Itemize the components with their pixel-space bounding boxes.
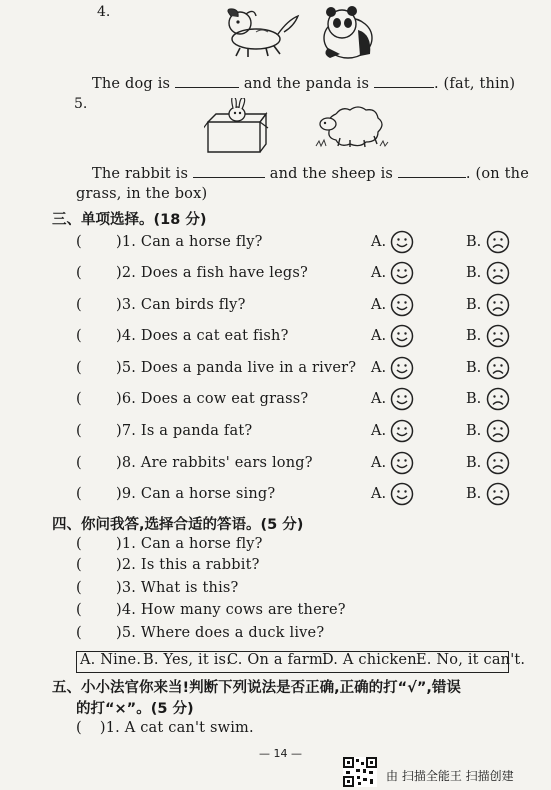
answer-b: B. Yes, it is. <box>143 652 231 668</box>
happy-face-icon[interactable] <box>390 356 414 380</box>
option-b-label: B. <box>466 455 482 471</box>
s3-question-text: )4. Does a cat eat fish? <box>116 328 289 344</box>
q4-number: 4. <box>97 4 111 20</box>
option-b-label: B. <box>466 360 482 376</box>
s3-answer-paren[interactable]: ( <box>76 391 82 407</box>
s3-answer-paren[interactable]: ( <box>76 265 82 281</box>
s5-answer-paren[interactable]: ( <box>76 720 82 736</box>
rabbit-in-box-picture <box>204 98 270 156</box>
s3-question-text: )5. Does a panda live in a river? <box>116 360 357 376</box>
s3-answer-paren[interactable]: ( <box>76 328 82 344</box>
s4-answer-paren[interactable]: ( <box>76 557 82 573</box>
section5-title-line1: 五、小小法官你来当!判断下列说法是否正确,正确的打“√”,错误 <box>52 680 461 696</box>
happy-face-icon[interactable] <box>390 230 414 254</box>
q5-blank-1[interactable] <box>193 163 265 178</box>
s3-question-text: )6. Does a cow eat grass? <box>116 391 309 407</box>
happy-face-icon[interactable] <box>390 451 414 475</box>
sad-face-icon[interactable] <box>486 419 510 443</box>
q5-text-b: and the sheep is <box>269 166 394 182</box>
s3-question-text: )9. Can a horse sing? <box>116 486 276 502</box>
sad-face-icon[interactable] <box>486 324 510 348</box>
s3-question-text: )3. Can birds fly? <box>116 297 246 313</box>
qr-code-icon <box>343 757 377 787</box>
section4-title: 四、你问我答,选择合适的答语。(5 分) <box>52 517 304 533</box>
q4-options: . (fat, thin) <box>433 76 516 92</box>
happy-face-icon[interactable] <box>390 419 414 443</box>
sad-face-icon[interactable] <box>486 261 510 285</box>
s3-question-text: )1. Can a horse fly? <box>116 234 263 250</box>
s4-answer-paren[interactable]: ( <box>76 625 82 641</box>
s4-answer-paren[interactable]: ( <box>76 580 82 596</box>
scanner-watermark: 由 扫描全能王 扫描创建 <box>386 769 514 783</box>
s3-answer-paren[interactable]: ( <box>76 486 82 502</box>
panda-picture <box>318 4 378 62</box>
answer-c: C. On a farm. <box>227 652 328 668</box>
s4-answer-paren[interactable]: ( <box>76 536 82 552</box>
section5-title-line2: 的打“×”。(5 分) <box>76 701 194 717</box>
q4-sentence <box>92 73 515 92</box>
s4-question-text: )2. Is this a rabbit? <box>116 557 260 573</box>
option-a-label: A. <box>371 265 387 281</box>
s5-question-1 <box>76 720 254 736</box>
option-b-label: B. <box>466 486 482 502</box>
s4-question-text: )5. Where does a duck live? <box>116 625 325 641</box>
s3-answer-paren[interactable]: ( <box>76 423 82 439</box>
dog-picture <box>222 6 307 58</box>
option-a-label: A. <box>371 423 387 439</box>
answer-e: E. No, it can't. <box>416 652 526 668</box>
option-a-label: A. <box>371 391 387 407</box>
option-a-label: A. <box>371 234 387 250</box>
s4-question-text: )1. Can a horse fly? <box>116 536 263 552</box>
q5-line2: grass, in the box) <box>76 186 208 202</box>
happy-face-icon[interactable] <box>390 293 414 317</box>
option-a-label: A. <box>371 360 387 376</box>
q5-text-a: The rabbit is <box>92 166 189 182</box>
sad-face-icon[interactable] <box>486 451 510 475</box>
option-a-label: A. <box>371 486 387 502</box>
sad-face-icon[interactable] <box>486 230 510 254</box>
option-a-label: A. <box>371 328 387 344</box>
option-a-label: A. <box>371 297 387 313</box>
s3-answer-paren[interactable]: ( <box>76 360 82 376</box>
sad-face-icon[interactable] <box>486 387 510 411</box>
sheep-on-grass-picture <box>314 104 390 148</box>
option-a-label: A. <box>371 455 387 471</box>
option-b-label: B. <box>466 265 482 281</box>
section3-title: 三、单项选择。(18 分) <box>52 212 207 228</box>
sad-face-icon[interactable] <box>486 482 510 506</box>
s5-question-text: )1. A cat can't swim. <box>99 720 254 736</box>
happy-face-icon[interactable] <box>390 387 414 411</box>
q5-blank-2[interactable] <box>398 163 466 178</box>
s4-question-text: )3. What is this? <box>116 580 239 596</box>
s3-answer-paren[interactable]: ( <box>76 455 82 471</box>
option-b-label: B. <box>466 234 482 250</box>
q4-blank-2[interactable] <box>374 73 434 88</box>
q4-text-b: and the panda is <box>243 76 370 92</box>
s3-answer-paren[interactable]: ( <box>76 297 82 313</box>
page-number: — 14 — <box>259 747 302 760</box>
happy-face-icon[interactable] <box>390 324 414 348</box>
q5-options: . (on the <box>465 166 529 182</box>
s3-answer-paren[interactable]: ( <box>76 234 82 250</box>
q4-text-a: The dog is <box>92 76 171 92</box>
answer-a: A. Nine. <box>80 652 142 668</box>
q5-sentence <box>92 163 529 182</box>
answer-d: D. A chicken. <box>322 652 422 668</box>
option-b-label: B. <box>466 297 482 313</box>
sad-face-icon[interactable] <box>486 356 510 380</box>
q5-number: 5. <box>74 96 88 112</box>
s3-question-text: )8. Are rabbits' ears long? <box>116 455 313 471</box>
s4-answer-paren[interactable]: ( <box>76 602 82 618</box>
option-b-label: B. <box>466 391 482 407</box>
s3-question-text: )7. Is a panda fat? <box>116 423 253 439</box>
option-b-label: B. <box>466 423 482 439</box>
sad-face-icon[interactable] <box>486 293 510 317</box>
s3-question-text: )2. Does a fish have legs? <box>116 265 309 281</box>
happy-face-icon[interactable] <box>390 482 414 506</box>
happy-face-icon[interactable] <box>390 261 414 285</box>
option-b-label: B. <box>466 328 482 344</box>
s4-question-text: )4. How many cows are there? <box>116 602 346 618</box>
q4-blank-1[interactable] <box>175 73 239 88</box>
